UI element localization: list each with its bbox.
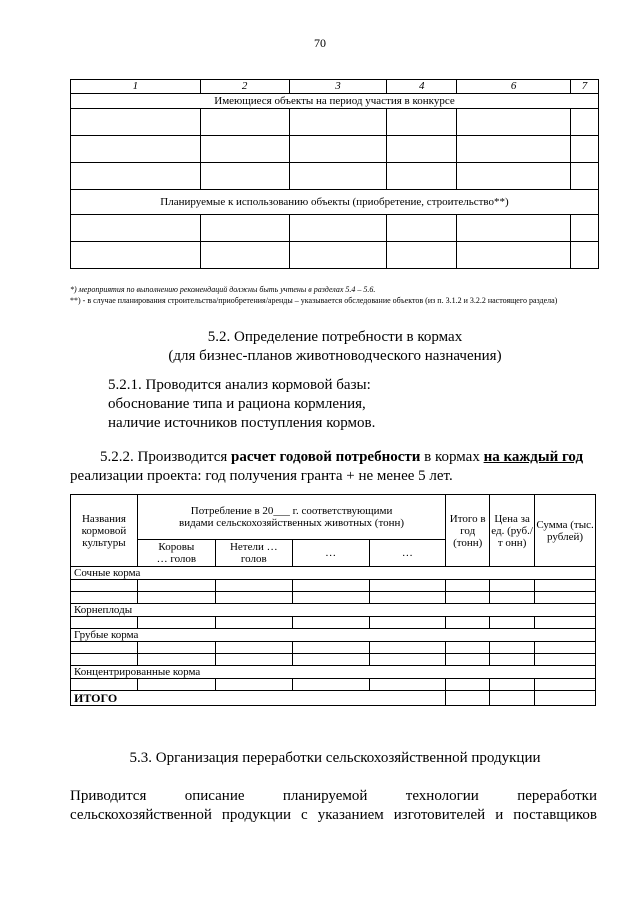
category-row <box>71 604 596 617</box>
footnote-2: **) - в случае планирования строительства/приобретения/аренды – указывается обследование объектов (из п. 3.1.2 и 3.2.2 настоящего раздела) <box>70 296 558 305</box>
section-5-2-title-line1: 5.2. Определение потребности в кормах <box>207 329 463 345</box>
table-row <box>71 109 599 136</box>
col-consumption-header: Потребление в 20___ г. соответствующими видами сельскохозяйственных животных (тонн) <box>137 495 445 540</box>
paragraph-line: реализации проекта: год получения гранта + не менее 5 лет. <box>70 468 453 484</box>
paragraph-5-3-line1: Приводится описание планируемой технологии переработки <box>70 788 597 804</box>
table-header-row <box>71 80 599 94</box>
paragraph-5-3-line2: сельскохозяйственной продукции с указанием изготовителей и поставщиков <box>70 807 597 823</box>
paragraph-line <box>70 448 597 467</box>
table-row <box>71 592 596 604</box>
table-row <box>71 242 599 269</box>
section-5-3-title: 5.3. Организация переработки сельскохозяйственной продукции <box>129 750 541 766</box>
table-row <box>71 654 596 666</box>
section-5-2-title <box>0 328 640 366</box>
header-cell: 3 <box>289 80 387 94</box>
category-row <box>71 567 596 580</box>
header-cell: 4 <box>387 80 457 94</box>
header-cell: 1 <box>71 80 201 94</box>
paragraph-line: 5.2.1. Проводится анализ кормовой базы: <box>108 377 371 393</box>
bold-fragment: расчет годовой потребности <box>231 449 421 465</box>
category-label: Грубые корма <box>71 629 596 642</box>
col-name-header: Названия кормовой культуры <box>71 495 138 567</box>
category-row <box>71 666 596 679</box>
text-fragment: 5.2.2. Производится <box>100 449 232 465</box>
table-row <box>71 580 596 592</box>
sub-header-more: … <box>369 540 446 567</box>
objects-table <box>70 79 599 269</box>
sub-header-cows: Коровы … голов <box>137 540 215 567</box>
section-planned-label: Планируемые к использованию объекты (приобретение, строительство**) <box>71 190 599 215</box>
category-label: Сочные корма <box>71 567 596 580</box>
paragraph-5-2-1 <box>108 376 375 433</box>
total-row <box>71 691 596 706</box>
paragraph-5-2-2 <box>70 448 597 486</box>
table-row <box>71 136 599 163</box>
table-row <box>71 642 596 654</box>
section-row <box>71 94 599 109</box>
page-number: 70 <box>314 36 326 50</box>
bold-underlined-fragment: на каждый год <box>483 449 584 465</box>
col-sum-header: Сумма (тыс. рублей) <box>535 495 596 567</box>
section-existing-label: Имеющиеся объекты на период участия в конкурсе <box>71 94 599 109</box>
category-label: Корнеплоды <box>71 604 596 617</box>
section-5-2-title-line2: (для бизнес-планов животноводческого назначения) <box>168 348 502 364</box>
footnote-1: *) мероприятия по выполнению рекомендаций должны быть учтены в разделах 5.4 – 5.6. <box>70 285 376 294</box>
header-cell: 6 <box>457 80 571 94</box>
feed-table <box>70 494 596 706</box>
col-price-header: Цена за ед. (руб./т онн) <box>490 495 535 567</box>
sub-header-heifers: Нетели … голов <box>215 540 292 567</box>
category-label: Концентрированные корма <box>71 666 596 679</box>
table-row <box>71 679 596 691</box>
table-header-row <box>71 495 596 540</box>
header-cell: 7 <box>571 80 599 94</box>
col-total-header: Итого в год (тонн) <box>446 495 490 567</box>
total-label: ИТОГО <box>71 691 446 706</box>
text-fragment: в кормах <box>420 449 484 465</box>
sub-header-more: … <box>292 540 369 567</box>
category-row <box>71 629 596 642</box>
table-row <box>71 617 596 629</box>
paragraph-line: наличие источников поступления кормов. <box>108 415 376 431</box>
header-cell: 2 <box>200 80 289 94</box>
paragraph-line: обоснование типа и рациона кормления, <box>108 396 366 412</box>
table-row <box>71 215 599 242</box>
table-row <box>71 163 599 190</box>
section-row <box>71 190 599 215</box>
